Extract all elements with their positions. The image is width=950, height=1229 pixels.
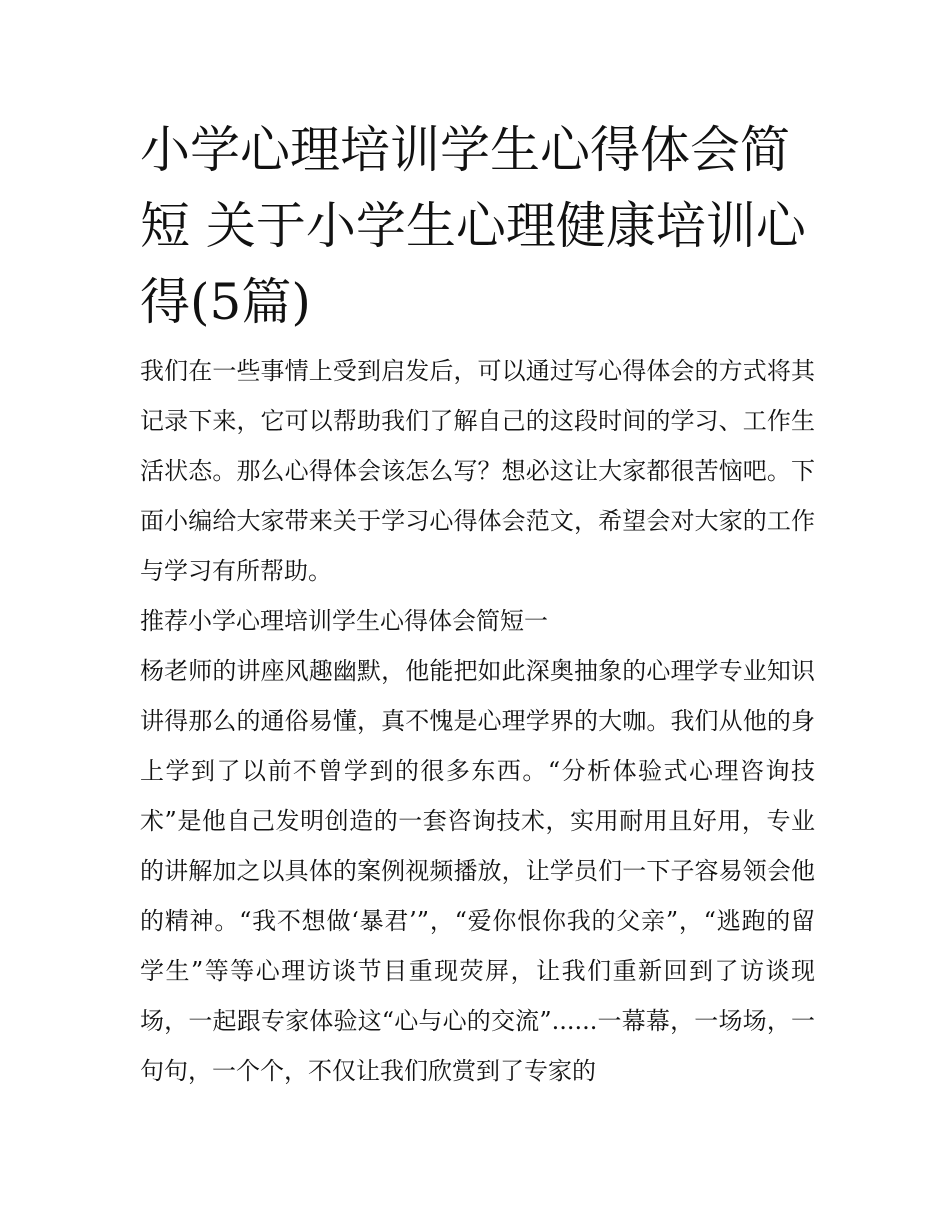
intro-paragraph: 我们在一些事情上受到启发后，可以通过写心得体会的方式将其记录下来，它可以帮助我们了解自己的这段时间的学习、工作生活状态。那么心得体会该怎么写？想必这让大家都很苦恼吧。下面小编给大家带来关于学习心得体会范文，希望会对大家的工作与学习有所帮助。 [140,357,815,585]
document-page [140,112,815,1096]
section-heading: 推荐小学心理培训学生心得体会简短一 [140,607,548,635]
document-title: 小学心理培训学生心得体会简短 关于小学生心理健康培训心得(5篇) [140,121,806,331]
body-paragraph: 杨老师的讲座风趣幽默，他能把如此深奥抽象的心理学专业知识讲得那么的通俗易懂，真不愧是心理学界的大咖。我们从他的身上学到了以前不曾学到的很多东西。“分析体验式心理咨询技术”是他自己发明创造的一套咨询技术，实用耐用且好用，专业的讲解加之以具体的案例视频播放，让学员们一下子容易领会他的精神。“我不想做‘暴君’”，“爱你恨你我的父亲”，“逃跑的留学生”等等心理访谈节目重现荧屏，让我们重新回到了访谈现场，一起跟专家体验这“心与心的交流”......一幕幕，一场场，一句句，一个个，不仅让我们欣赏到了专家的 [140,657,815,1085]
